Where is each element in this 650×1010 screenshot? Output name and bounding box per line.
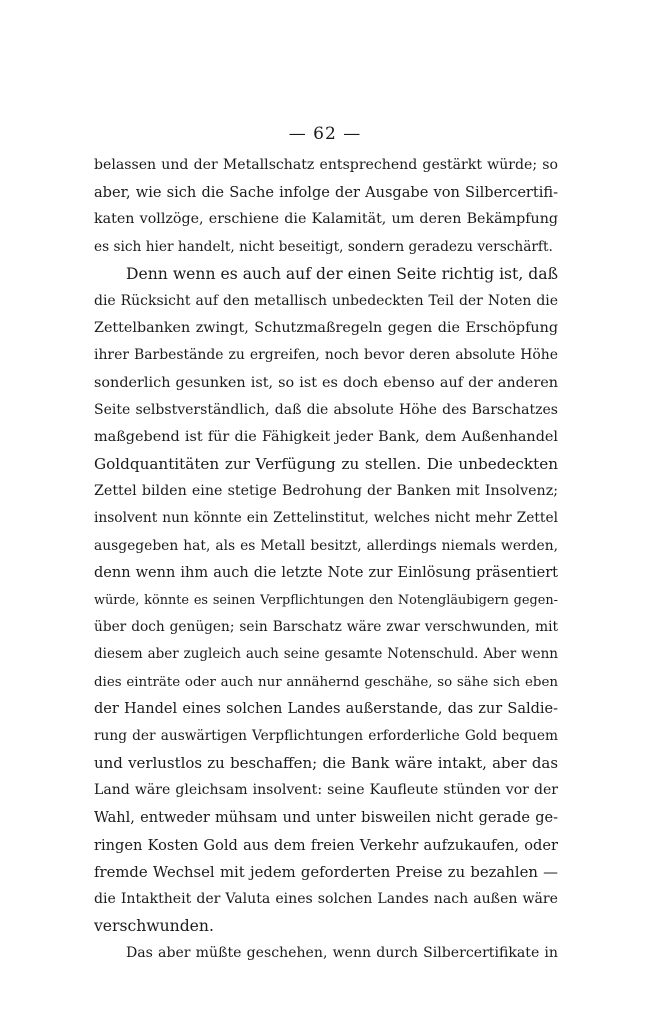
text-line: fremde Wechsel mit jedem geforderten Preise zu bezahlen — bbox=[94, 863, 558, 881]
text-line: Goldquantitäten zur Verfügung zu stellen. Die unbedeckten bbox=[94, 455, 558, 474]
text-line: Denn wenn es auch auf der einen Seite richtig ist, daß bbox=[126, 264, 558, 283]
text-line: dies einträte oder auch nur annähernd geschähe, so sähe sich eben bbox=[94, 674, 558, 690]
text-line: Land wäre gleichsam insolvent: seine Kaufleute stünden vor der bbox=[94, 782, 558, 799]
text-line: Wahl, entweder mühsam und unter bisweilen nicht gerade ge- bbox=[94, 809, 558, 826]
text-line: über doch genügen; sein Barschatz wäre zwar verschwunden, mit bbox=[94, 619, 558, 636]
text-line: würde, könnte es seinen Verpflichtungen den Notengläubigern gegen- bbox=[94, 593, 558, 608]
page-number: — 62 — bbox=[288, 124, 362, 144]
text-line: ihrer Barbestände zu ergreifen, noch bevor deren absolute Höhe bbox=[94, 347, 558, 364]
text-line: belassen und der Metallschatz entsprechend gestärkt würde; so bbox=[94, 157, 558, 173]
text-line: sonderlich gesunken ist, so ist es doch ebenso auf der anderen bbox=[94, 374, 558, 391]
text-line: es sich hier handelt, nicht beseitigt, sondern geradezu verschärft. bbox=[94, 238, 553, 255]
text-line: die Intaktheit der Valuta eines solchen Landes nach außen wäre bbox=[94, 891, 558, 908]
text-line: Seite selbstverständlich, daß die absolute Höhe des Barschatzes bbox=[94, 401, 558, 418]
text-line: der Handel eines solchen Landes außerstande, das zur Saldie- bbox=[94, 700, 558, 717]
text-line: Zettelbanken zwingt, Schutzmaßregeln gegen die Erschöpfung bbox=[94, 320, 558, 337]
text-line: katen vollzöge, erschiene die Kalamität, um deren Bekämpfung bbox=[94, 211, 558, 228]
text-line: Zettel bilden eine stetige Bedrohung der Banken mit Insolvenz; bbox=[94, 483, 558, 500]
text-line: rung der auswärtigen Verpflichtungen erforderliche Gold bequem bbox=[94, 727, 558, 744]
text-line: und verlustlos zu beschaffen; die Bank wäre intakt, aber das bbox=[94, 754, 558, 773]
text-line: verschwunden. bbox=[94, 917, 214, 936]
text-line: insolvent nun könnte ein Zettelinstitut, welches nicht mehr Zettel bbox=[94, 510, 558, 527]
text-line: ringen Kosten Gold aus dem freien Verkehr aufzukaufen, oder bbox=[94, 836, 558, 854]
text-line: diesem aber zugleich auch seine gesamte Notenschuld. Aber wenn bbox=[94, 646, 558, 663]
text-line: maßgebend ist für die Fähigkeit jeder Bank, dem Außenhandel bbox=[94, 428, 558, 445]
body-text bbox=[94, 152, 558, 968]
text-line: die Rücksicht auf den metallisch unbedeckten Teil der Noten die bbox=[94, 292, 558, 309]
text-line: denn wenn ihm auch die letzte Note zur Einlösung präsentiert bbox=[94, 564, 558, 581]
text-line: ausgegeben hat, als es Metall besitzt, allerdings niemals werden, bbox=[94, 537, 558, 554]
text-line: aber, wie sich die Sache infolge der Ausgabe von Silbercertifi- bbox=[94, 184, 558, 202]
text-line: Das aber müßte geschehen, wenn durch Silbercertifikate in bbox=[126, 945, 558, 962]
